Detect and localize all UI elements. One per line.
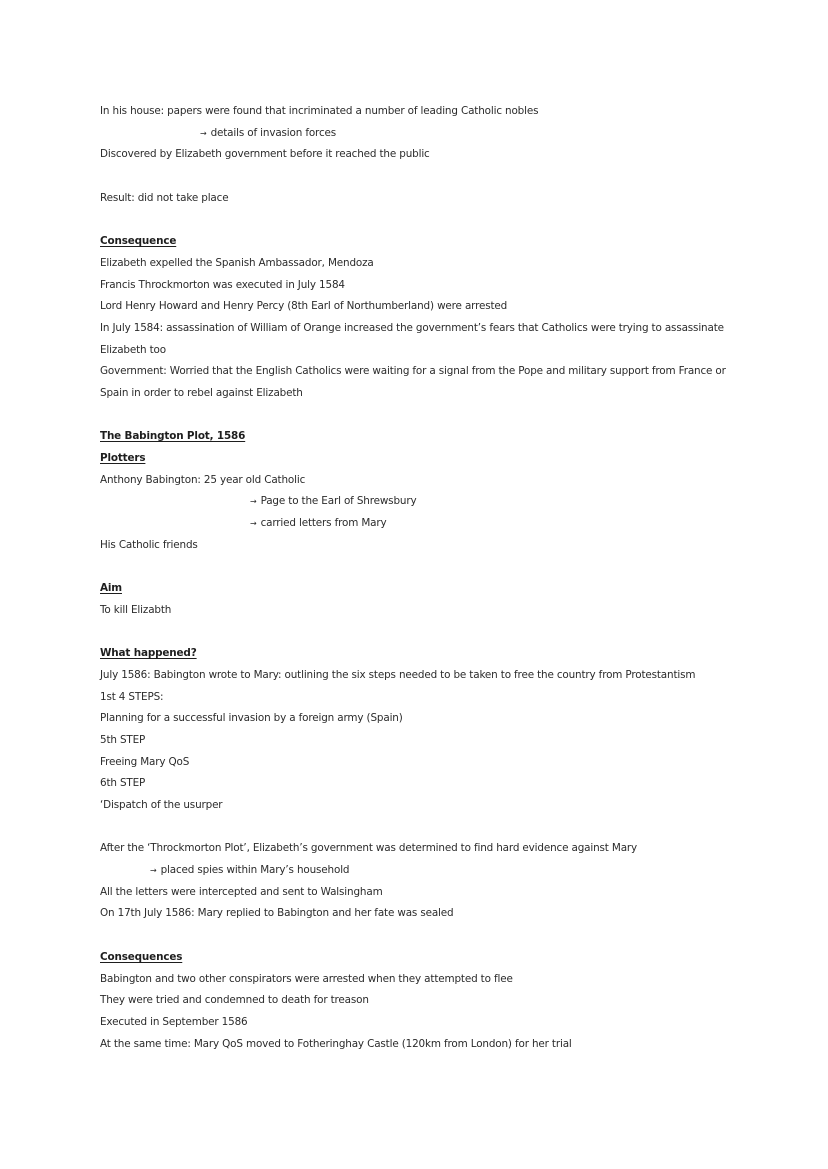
plotter-detail: → carried letters from Mary	[250, 517, 387, 530]
consequence-item: Government: Worried that the English Catholics were waiting for a signal from the Pope and military support from France or	[100, 365, 726, 378]
spacer	[100, 622, 740, 644]
document-page	[100, 101, 740, 1055]
happened-item: July 1586: Babington wrote to Mary: outlining the six steps needed to be taken to free the country from Protestantism	[100, 668, 696, 681]
intro-line-1: In his house: papers were found that incriminated a number of leading Catholic nobles	[100, 105, 539, 117]
intro-line-2: → details of invasion forces	[200, 126, 337, 139]
spacer	[100, 925, 740, 947]
happened-item: Planning for a successful invasion by a foreign army (Spain)	[100, 712, 403, 725]
after-detail: → placed spies within Mary’s household	[150, 864, 350, 877]
babington-title: The Babington Plot, 1586	[100, 430, 246, 443]
intro-line-3: Discovered by Elizabeth government before it reached the public	[100, 148, 430, 161]
consequences-item: At the same time: Mary QoS moved to Fotheringhay Castle (120km from London) for her trial	[100, 1037, 572, 1050]
consequence-item: Francis Throckmorton was executed in July 1584	[100, 278, 345, 291]
plotter-line: His Catholic friends	[100, 538, 198, 551]
arrow-right-icon: →	[250, 497, 257, 507]
consequences-item: Babington and two other conspirators were arrested when they attempted to flee	[100, 972, 513, 985]
after-line: After the ‘Throckmorton Plot’, Elizabeth’s government was determined to find hard evidence against Mary	[100, 842, 638, 855]
consequence-item: Lord Henry Howard and Henry Percy (8th Earl of Northumberland) were arrested	[100, 300, 508, 313]
happened-item: 1st 4 STEPS:	[100, 690, 164, 703]
intro-result: Result: did not take place	[100, 191, 229, 204]
spacer	[100, 556, 740, 578]
plotter-line: Anthony Babington: 25 year old Catholic	[100, 473, 306, 486]
consequence-item: Elizabeth too	[100, 343, 166, 356]
spacer	[100, 166, 740, 188]
plotters-heading: Plotters	[100, 452, 146, 464]
happened-item: 6th STEP	[100, 777, 146, 790]
plotter-detail: → Page to the Earl of Shrewsbury	[250, 495, 417, 508]
consequences-item: Executed in September 1586	[100, 1015, 248, 1028]
spacer	[100, 817, 740, 839]
consequence-item: In July 1584: assassination of William of Orange increased the government’s fears that Catholics were trying to assassinate	[100, 321, 724, 334]
consequence-item: Elizabeth expelled the Spanish Ambassador, Mendoza	[100, 256, 374, 269]
happened-item: Freeing Mary QoS	[100, 755, 190, 768]
consequences-heading: Consequences	[100, 950, 183, 963]
spacer	[100, 405, 740, 427]
aim-text: To kill Elizabth	[100, 603, 172, 616]
aim-heading: Aim	[100, 582, 122, 595]
happened-item: ‘Dispatch of the usurper	[100, 799, 223, 811]
consequences-item: They were tried and condemned to death for treason	[100, 994, 369, 1007]
consequence-item: Spain in order to rebel against Elizabeth	[100, 386, 303, 399]
arrow-right-icon: →	[200, 128, 207, 138]
arrow-right-icon: →	[150, 866, 157, 876]
spacer	[100, 209, 740, 231]
after-line: All the letters were intercepted and sent to Walsingham	[100, 885, 383, 898]
arrow-right-icon: →	[250, 519, 257, 529]
consequence-heading: Consequence	[100, 235, 177, 248]
after-line: On 17th July 1586: Mary replied to Babington and her fate was sealed	[100, 907, 454, 920]
happened-item: 5th STEP	[100, 733, 146, 746]
what-happened-heading: What happened?	[100, 647, 197, 660]
